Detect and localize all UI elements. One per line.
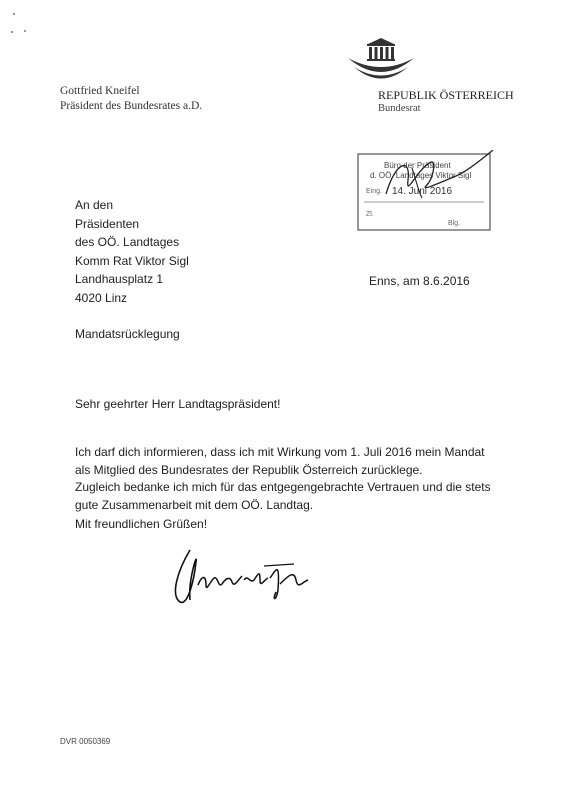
received-stamp bbox=[356, 150, 494, 232]
stamp-text bbox=[366, 161, 471, 227]
closing: Mit freundlichen Grüßen! bbox=[75, 517, 208, 531]
department-name: Bundesrat bbox=[378, 103, 421, 114]
recipient-line: des OÖ. Landtages bbox=[75, 235, 180, 249]
institution-name: REPUBLIK ÖSTERREICH bbox=[378, 88, 514, 102]
recipient-line: Landhausplatz 1 bbox=[75, 272, 164, 286]
letter-body bbox=[75, 444, 545, 514]
letter-subject: Mandatsrücklegung bbox=[75, 327, 180, 341]
sender-block bbox=[60, 84, 202, 114]
stamp-blg-label: Blg. bbox=[448, 220, 461, 227]
stamp-line-1: Büro der Präsident bbox=[384, 161, 451, 170]
recipient-line: 4020 Linz bbox=[75, 290, 128, 305]
body-line: als Mitglied des Bundesrates der Republik Österreich zurücklege. bbox=[75, 462, 423, 477]
dvr-number: DVR 0050369 bbox=[60, 737, 111, 746]
recipient-address bbox=[75, 196, 189, 307]
sender-name: Gottfried Kneifel bbox=[60, 85, 140, 97]
recipient-line: Komm Rat Viktor Sigl bbox=[75, 253, 189, 268]
stamp-received-label: Eing. bbox=[366, 188, 382, 195]
body-line: Ich darf dich informieren, dass ich mit Wirkung vom 1. Juli 2016 mein Mandat bbox=[75, 445, 485, 459]
stamp-zl-label: Zl. bbox=[366, 211, 374, 218]
parliament-building-icon bbox=[346, 38, 416, 82]
stamp-line-2: d. OÖ. Landtages Viktor Sigl bbox=[370, 171, 472, 180]
salutation: Sehr geehrter Herr Landtagspräsident! bbox=[75, 397, 281, 411]
stamp-date: 14. Juni 2016 bbox=[392, 186, 453, 197]
letterhead bbox=[378, 88, 514, 116]
body-line: Zugleich bedanke ich mich für das entgegengebrachte Vertrauen und die stets bbox=[75, 480, 491, 495]
letter-date: Enns, am 8.6.2016 bbox=[369, 274, 470, 288]
body-line: gute Zusammenarbeit mit dem OÖ. Landtag. bbox=[75, 497, 314, 512]
recipient-line: An den bbox=[75, 198, 114, 212]
recipient-line: Präsidenten bbox=[75, 216, 140, 231]
sender-title: Präsident des Bundesrates a.D. bbox=[60, 100, 203, 112]
handwritten-signature bbox=[160, 540, 360, 620]
scan-speck-marks bbox=[0, 0, 40, 40]
